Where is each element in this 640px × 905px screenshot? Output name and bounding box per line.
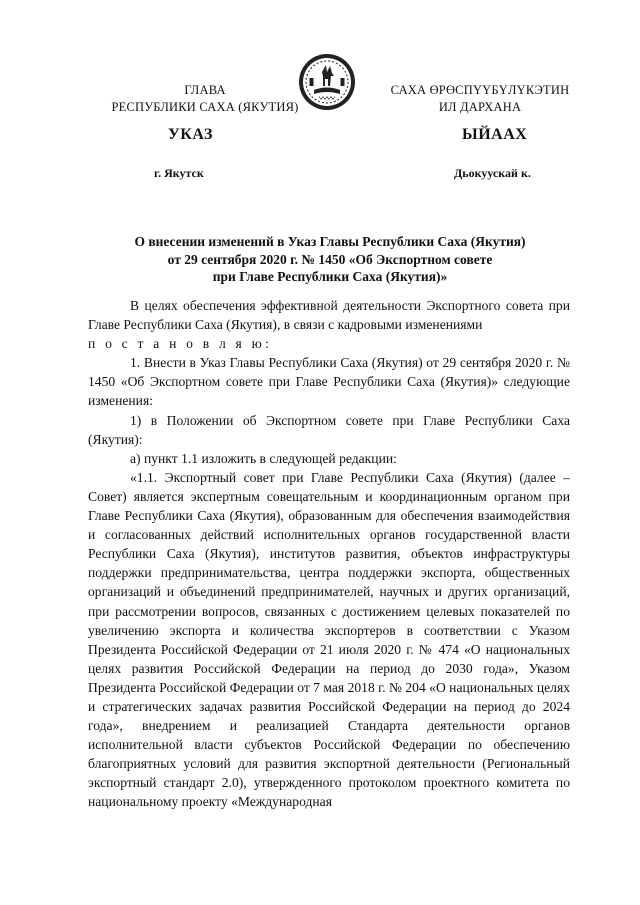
paragraph-clause-1-1: «1.1. Экспортный совет при Главе Республики Саха (Якутия) (далее – Совет) является экспертным совещательным и координационным органом при Главе Республики Саха (Якутия), образованным для обеспечения взаимодействия и согласованных действий исполнительных органов государственной власти Республики Саха (Якутия), институтов развития, объектов инфраструктуры поддержки предпринимательства, центра поддержки экспорта, общественных организаций и объединений предпринимателей, научных и других организаций, при рассмотрении вопросов, связанных с достижением целевых показателей по увеличению экспорта и количества экспортеров в соответствии с Указом Президента Российской Федерации от 21 июля 2020 г. № 474 «О национальных целях развития Российской Федерации на период до 2030 года», Указом Президента Российской Федерации от 7 мая 2018 г. № 204 «О национальных целях и стратегических задачах развития Российской Федерации на период до 2024 года», внедрением и реализацией Стандарта деятельности органов исполнительной власти субъектов Российской Федерации по обеспечению благоприятных условий для развития экспортной деятельности (Региональный экспортный стандарт 2.0), утвержденного протоколом проектного комитета по национальному проекту «Международная bbox=[88, 469, 570, 810]
paragraph-preamble bbox=[88, 296, 570, 334]
document-title-line1: О внесении изменений в Указ Главы Республики Саха (Якутия) bbox=[134, 234, 526, 249]
document-title-line2: от 29 сентября 2020 г. № 1450 «Об Экспортном совете bbox=[167, 251, 493, 267]
title-ukaz: УКАЗ bbox=[168, 126, 213, 143]
paragraph-subitem-a: а) пункт 1.1 изложить в следующей редакции: bbox=[130, 450, 397, 466]
document-title-line3: при Главе Республики Саха (Якутия)» bbox=[212, 269, 448, 284]
header-left-line2: РЕСПУБЛИКИ САХА (ЯКУТИЯ) bbox=[111, 100, 299, 114]
city-yakutsk: г. Якутск bbox=[154, 166, 204, 180]
decree-word: п о с т а н о в л я ю: bbox=[88, 336, 272, 352]
header-right-line2: ИЛ ДАРХАНА bbox=[438, 100, 522, 114]
paragraph-item-1: 1. Внести в Указ Главы Республики Саха (Якутия) от 29 сентября 2020 г. № 1450 «Об Экспортном совете при Главе Республики Саха (Якутия)» следующие изменения: bbox=[88, 355, 570, 409]
title-yiaakh: ЫЙААХ bbox=[462, 126, 528, 143]
republic-of-sakha-emblem-icon bbox=[297, 52, 357, 112]
document-title bbox=[90, 233, 570, 286]
paragraph-subitem-1: 1) в Положении об Экспортном совете при Главе Республики Саха (Якутия): bbox=[88, 412, 570, 447]
header-right-line1: САХА ӨРӨСПҮҮБҮЛҮКЭТИН bbox=[390, 83, 570, 97]
header-left-line1: ГЛАВА bbox=[184, 83, 226, 97]
city-dyokuuskai: Дьокуускай к. bbox=[454, 166, 531, 180]
document-body bbox=[88, 296, 570, 812]
preamble-text: В целях обеспечения эффективной деятельности Экспортного совета при Главе Республики Саха (Якутия), в связи с кадровыми изменениями bbox=[88, 298, 570, 333]
header-right bbox=[390, 82, 570, 116]
